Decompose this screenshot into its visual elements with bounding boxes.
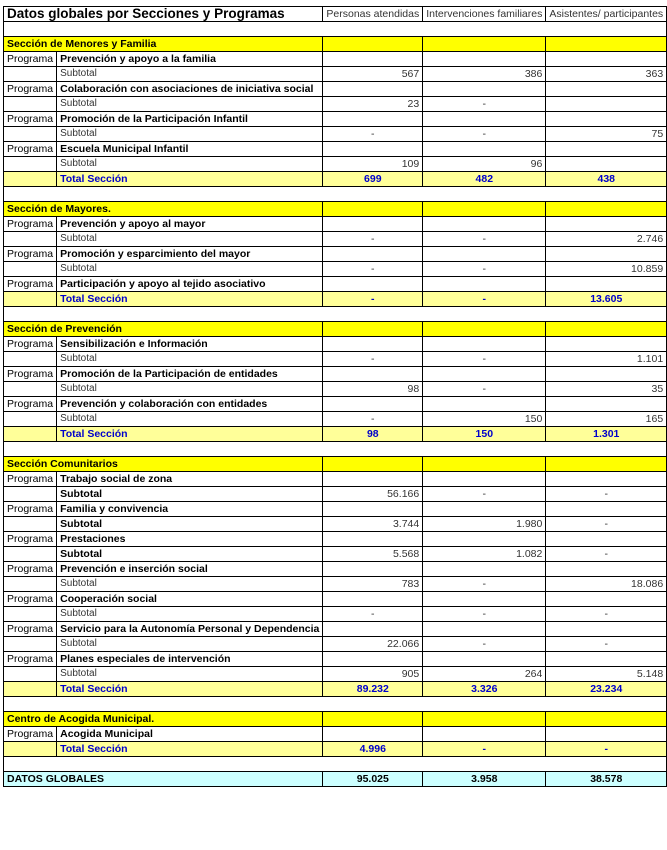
program-label: Programa	[4, 622, 57, 637]
subtotal-value: -	[423, 127, 546, 142]
subtotal-label: Subtotal	[57, 382, 323, 397]
program-cell	[546, 52, 667, 67]
subtotal-value: -	[323, 127, 423, 142]
program-cell	[423, 247, 546, 262]
program-row	[4, 622, 667, 637]
section-title: Sección Comunitarios	[4, 457, 323, 472]
program-cell	[323, 502, 423, 517]
program-cell	[423, 532, 546, 547]
spacer-cell	[4, 697, 667, 712]
subtotal-value: 1.101	[546, 352, 667, 367]
subtotal-label: Subtotal	[57, 637, 323, 652]
subtotal-label: Subtotal	[57, 127, 323, 142]
section-cell	[423, 712, 546, 727]
program-row	[4, 82, 667, 97]
subtotal-row	[4, 547, 667, 562]
subtotal-label: Subtotal	[57, 667, 323, 682]
program-row	[4, 367, 667, 382]
subtotal-row	[4, 352, 667, 367]
subtotal-value: -	[423, 352, 546, 367]
program-cell	[323, 367, 423, 382]
program-cell	[423, 217, 546, 232]
program-cell	[323, 217, 423, 232]
subtotal-spacer	[4, 232, 57, 247]
subtotal-label: Subtotal	[57, 232, 323, 247]
total-value: 89.232	[323, 682, 423, 697]
total-value: 13.605	[546, 292, 667, 307]
program-cell	[546, 652, 667, 667]
program-name: Planes especiales de intervención	[57, 652, 323, 667]
program-name: Prevención e inserción social	[57, 562, 323, 577]
subtotal-value: -	[323, 262, 423, 277]
subtotal-row	[4, 262, 667, 277]
subtotal-value: 109	[323, 157, 423, 172]
program-row	[4, 652, 667, 667]
subtotal-value: -	[423, 577, 546, 592]
subtotal-value: 783	[323, 577, 423, 592]
subtotal-label: Subtotal	[57, 67, 323, 82]
program-row	[4, 142, 667, 157]
subtotal-value: 1.980	[423, 517, 546, 532]
subtotal-value: 905	[323, 667, 423, 682]
program-name: Trabajo social de zona	[57, 472, 323, 487]
subtotal-value: -	[423, 97, 546, 112]
total-label: Total Sección	[57, 427, 323, 442]
subtotal-value: 98	[323, 382, 423, 397]
program-cell	[423, 367, 546, 382]
program-row	[4, 727, 667, 742]
program-cell	[323, 52, 423, 67]
global-value: 38.578	[546, 772, 667, 787]
program-label: Programa	[4, 472, 57, 487]
total-label: Total Sección	[57, 292, 323, 307]
subtotal-label: Subtotal	[57, 577, 323, 592]
program-label: Programa	[4, 52, 57, 67]
program-cell	[323, 562, 423, 577]
spacer-row	[4, 22, 667, 37]
section-cell	[323, 712, 423, 727]
program-name: Promoción de la Participación Infantil	[57, 112, 323, 127]
program-label: Programa	[4, 397, 57, 412]
program-row	[4, 217, 667, 232]
program-cell	[423, 472, 546, 487]
total-value: 1.301	[546, 427, 667, 442]
program-name: Prevención y apoyo a la familia	[57, 52, 323, 67]
subtotal-row	[4, 97, 667, 112]
spacer-cell	[4, 442, 667, 457]
spacer-cell	[4, 307, 667, 322]
subtotal-value: -	[546, 637, 667, 652]
total-spacer	[4, 172, 57, 187]
spacer-row	[4, 187, 667, 202]
subtotal-value: 23	[323, 97, 423, 112]
section-cell	[423, 457, 546, 472]
subtotal-value: 75	[546, 127, 667, 142]
column-header-asistentes: Asistentes/ participantes	[546, 7, 667, 22]
subtotal-value: 386	[423, 67, 546, 82]
program-name: Prevención y colaboración con entidades	[57, 397, 323, 412]
program-row	[4, 592, 667, 607]
section-cell	[423, 37, 546, 52]
total-label: Total Sección	[57, 682, 323, 697]
program-label: Programa	[4, 592, 57, 607]
program-cell	[423, 277, 546, 292]
program-cell	[423, 622, 546, 637]
subtotal-row	[4, 577, 667, 592]
subtotal-spacer	[4, 67, 57, 82]
program-name: Prestaciones	[57, 532, 323, 547]
total-value: 150	[423, 427, 546, 442]
program-cell	[423, 652, 546, 667]
program-cell	[546, 367, 667, 382]
section-cell	[546, 37, 667, 52]
subtotal-spacer	[4, 577, 57, 592]
program-label: Programa	[4, 277, 57, 292]
subtotal-value: 2.746	[546, 232, 667, 247]
subtotal-label: Subtotal	[57, 487, 323, 502]
program-cell	[323, 532, 423, 547]
section-cell	[546, 457, 667, 472]
total-row	[4, 427, 667, 442]
section-cell	[423, 322, 546, 337]
section-title: Centro de Acogida Municipal.	[4, 712, 323, 727]
program-row	[4, 397, 667, 412]
program-row	[4, 247, 667, 262]
subtotal-value: -	[323, 607, 423, 622]
program-cell	[423, 82, 546, 97]
subtotal-value: -	[546, 547, 667, 562]
subtotal-value: 96	[423, 157, 546, 172]
subtotal-row	[4, 517, 667, 532]
total-spacer	[4, 742, 57, 757]
program-label: Programa	[4, 562, 57, 577]
subtotal-value: 5.568	[323, 547, 423, 562]
subtotal-spacer	[4, 412, 57, 427]
subtotal-value: 3.744	[323, 517, 423, 532]
section-row	[4, 457, 667, 472]
program-cell	[323, 652, 423, 667]
page-title: Datos globales por Secciones y Programas	[4, 7, 323, 22]
program-name: Prevención y apoyo al mayor	[57, 217, 323, 232]
program-label: Programa	[4, 142, 57, 157]
program-name: Familia y convivencia	[57, 502, 323, 517]
subtotal-spacer	[4, 382, 57, 397]
column-header-personas: Personas atendidas	[323, 7, 423, 22]
program-name: Promoción y esparcimiento del mayor	[57, 247, 323, 262]
subtotal-value: -	[423, 232, 546, 247]
program-cell	[546, 472, 667, 487]
spacer-row	[4, 307, 667, 322]
program-cell	[323, 337, 423, 352]
subtotal-value: 363	[546, 67, 667, 82]
program-row	[4, 532, 667, 547]
spacer-cell	[4, 757, 667, 772]
total-row	[4, 742, 667, 757]
subtotal-value	[546, 97, 667, 112]
subtotal-row	[4, 637, 667, 652]
program-name: Escuela Municipal Infantil	[57, 142, 323, 157]
program-cell	[546, 502, 667, 517]
subtotal-row	[4, 157, 667, 172]
program-label: Programa	[4, 652, 57, 667]
subtotal-spacer	[4, 97, 57, 112]
section-cell	[323, 202, 423, 217]
subtotal-value: -	[423, 262, 546, 277]
total-value: 23.234	[546, 682, 667, 697]
section-row	[4, 37, 667, 52]
total-row	[4, 172, 667, 187]
subtotal-label: Subtotal	[57, 352, 323, 367]
subtotal-label: Subtotal	[57, 517, 323, 532]
program-cell	[546, 592, 667, 607]
total-value: -	[546, 742, 667, 757]
column-header-intervenciones: Intervenciones familiares	[423, 7, 546, 22]
program-cell	[323, 622, 423, 637]
subtotal-value: 165	[546, 412, 667, 427]
subtotal-value: 567	[323, 67, 423, 82]
program-cell	[323, 397, 423, 412]
subtotal-value: -	[546, 517, 667, 532]
subtotal-row	[4, 232, 667, 247]
program-cell	[546, 727, 667, 742]
program-cell	[423, 592, 546, 607]
subtotal-row	[4, 607, 667, 622]
total-label: Total Sección	[57, 742, 323, 757]
total-value: -	[423, 742, 546, 757]
subtotal-value: 10.859	[546, 262, 667, 277]
spacer-cell	[4, 187, 667, 202]
program-label: Programa	[4, 247, 57, 262]
total-spacer	[4, 682, 57, 697]
subtotal-row	[4, 667, 667, 682]
program-name: Acogida Municipal	[57, 727, 323, 742]
program-name: Participación y apoyo al tejido asociativo	[57, 277, 323, 292]
program-cell	[323, 247, 423, 262]
total-spacer	[4, 292, 57, 307]
subtotal-row	[4, 412, 667, 427]
section-row	[4, 202, 667, 217]
section-title: Sección de Mayores.	[4, 202, 323, 217]
program-cell	[323, 472, 423, 487]
program-row	[4, 277, 667, 292]
program-row	[4, 52, 667, 67]
program-name: Servicio para la Autonomía Personal y Dependencia	[57, 622, 323, 637]
subtotal-label: Subtotal	[57, 607, 323, 622]
section-cell	[423, 202, 546, 217]
subtotal-spacer	[4, 667, 57, 682]
program-cell	[423, 337, 546, 352]
program-cell	[423, 397, 546, 412]
subtotal-value: -	[546, 607, 667, 622]
section-title: Sección de Prevención	[4, 322, 323, 337]
section-cell	[546, 322, 667, 337]
header-row	[4, 7, 667, 22]
program-cell	[423, 502, 546, 517]
section-cell	[546, 712, 667, 727]
subtotal-spacer	[4, 547, 57, 562]
subtotal-row	[4, 127, 667, 142]
program-label: Programa	[4, 112, 57, 127]
subtotal-value: 264	[423, 667, 546, 682]
total-value: 438	[546, 172, 667, 187]
global-label: DATOS GLOBALES	[4, 772, 323, 787]
program-cell	[546, 337, 667, 352]
program-label: Programa	[4, 367, 57, 382]
program-cell	[546, 217, 667, 232]
subtotal-spacer	[4, 487, 57, 502]
program-cell	[546, 622, 667, 637]
spacer-row	[4, 697, 667, 712]
program-cell	[423, 112, 546, 127]
global-value: 95.025	[323, 772, 423, 787]
total-value: -	[323, 292, 423, 307]
table-body	[4, 7, 667, 787]
subtotal-value: 18.086	[546, 577, 667, 592]
section-row	[4, 322, 667, 337]
subtotal-value: -	[323, 412, 423, 427]
data-table	[3, 6, 667, 787]
global-row	[4, 772, 667, 787]
program-label: Programa	[4, 727, 57, 742]
spacer-row	[4, 442, 667, 457]
subtotal-value: 150	[423, 412, 546, 427]
total-row	[4, 682, 667, 697]
program-cell	[546, 397, 667, 412]
section-row	[4, 712, 667, 727]
subtotal-spacer	[4, 127, 57, 142]
program-label: Programa	[4, 532, 57, 547]
program-cell	[546, 277, 667, 292]
subtotal-label: Subtotal	[57, 157, 323, 172]
program-label: Programa	[4, 502, 57, 517]
subtotal-label: Subtotal	[57, 97, 323, 112]
program-row	[4, 337, 667, 352]
program-cell	[323, 142, 423, 157]
subtotal-value: 56.166	[323, 487, 423, 502]
subtotal-spacer	[4, 607, 57, 622]
subtotal-label: Subtotal	[57, 547, 323, 562]
subtotal-label: Subtotal	[57, 262, 323, 277]
program-cell	[546, 112, 667, 127]
subtotal-label: Subtotal	[57, 412, 323, 427]
program-row	[4, 502, 667, 517]
spacer-cell	[4, 22, 667, 37]
total-value: -	[423, 292, 546, 307]
total-row	[4, 292, 667, 307]
subtotal-value: 35	[546, 382, 667, 397]
program-cell	[546, 562, 667, 577]
subtotal-value: -	[423, 382, 546, 397]
subtotal-spacer	[4, 517, 57, 532]
program-cell	[546, 247, 667, 262]
global-value: 3.958	[423, 772, 546, 787]
subtotal-row	[4, 382, 667, 397]
subtotal-value: 1.082	[423, 547, 546, 562]
subtotal-value: -	[546, 487, 667, 502]
subtotal-value: -	[323, 352, 423, 367]
program-cell	[423, 562, 546, 577]
section-cell	[546, 202, 667, 217]
subtotal-value: 5.148	[546, 667, 667, 682]
program-cell	[323, 592, 423, 607]
section-cell	[323, 457, 423, 472]
total-value: 699	[323, 172, 423, 187]
program-cell	[323, 727, 423, 742]
program-label: Programa	[4, 337, 57, 352]
program-label: Programa	[4, 217, 57, 232]
program-row	[4, 472, 667, 487]
subtotal-value: -	[423, 607, 546, 622]
program-row	[4, 562, 667, 577]
section-title: Sección de Menores y Familia	[4, 37, 323, 52]
section-cell	[323, 37, 423, 52]
program-cell	[323, 112, 423, 127]
total-value: 3.326	[423, 682, 546, 697]
subtotal-spacer	[4, 637, 57, 652]
total-value: 482	[423, 172, 546, 187]
program-cell	[423, 727, 546, 742]
program-cell	[323, 82, 423, 97]
subtotal-value: -	[423, 487, 546, 502]
program-name: Colaboración con asociaciones de iniciativa social	[57, 82, 323, 97]
program-cell	[423, 52, 546, 67]
program-cell	[323, 277, 423, 292]
subtotal-value	[546, 157, 667, 172]
program-name: Cooperación social	[57, 592, 323, 607]
total-label: Total Sección	[57, 172, 323, 187]
total-spacer	[4, 427, 57, 442]
program-cell	[546, 532, 667, 547]
total-value: 98	[323, 427, 423, 442]
program-cell	[546, 142, 667, 157]
section-cell	[323, 322, 423, 337]
program-cell	[423, 142, 546, 157]
subtotal-spacer	[4, 157, 57, 172]
total-value: 4.996	[323, 742, 423, 757]
subtotal-spacer	[4, 262, 57, 277]
spacer-row	[4, 757, 667, 772]
subtotal-row	[4, 487, 667, 502]
subtotal-value: 22.066	[323, 637, 423, 652]
program-name: Sensibilización e Información	[57, 337, 323, 352]
program-label: Programa	[4, 82, 57, 97]
subtotal-spacer	[4, 352, 57, 367]
subtotal-row	[4, 67, 667, 82]
subtotal-value: -	[423, 637, 546, 652]
program-row	[4, 112, 667, 127]
subtotal-value: -	[323, 232, 423, 247]
program-name: Promoción de la Participación de entidades	[57, 367, 323, 382]
program-cell	[546, 82, 667, 97]
